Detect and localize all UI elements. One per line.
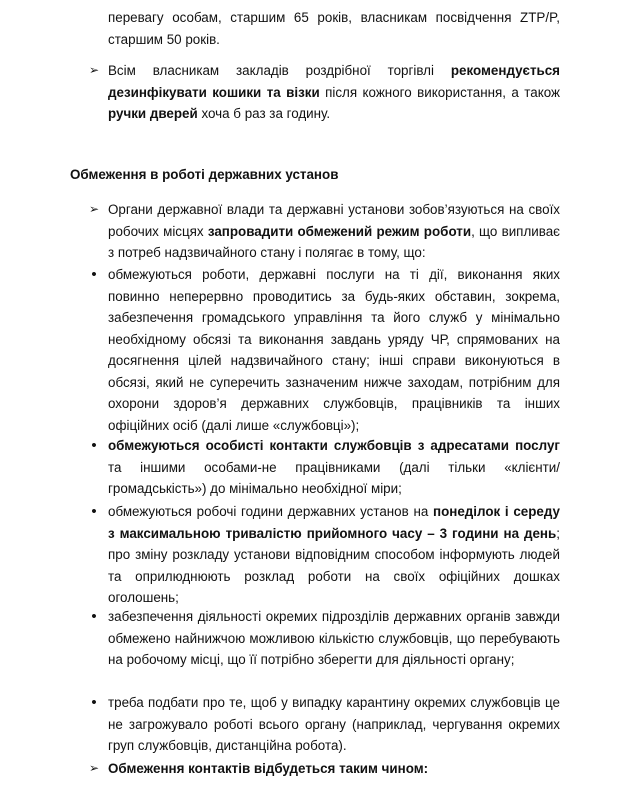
bullet-icon: • xyxy=(91,266,97,283)
bullet-limited-contacts: обмежуються особисті контакти службовців з адресатами послуг та іншими особами-не працівниками (далі тільки «клієнти/громадськість») до мінімально необхідної міри; xyxy=(108,438,560,496)
arrow-bullet-icon: ➢ xyxy=(88,63,100,77)
bullet-minimal-staff: забезпечення діяльності окремих підрозділів державних органів завжди обмежено найнижчою можливою кількістю службовців, що перебувають на робочому місці, що її потрібно зберегти для діяльності органу; xyxy=(108,609,560,667)
bullet-icon: • xyxy=(91,608,97,625)
arrow-bullet-icon: ➢ xyxy=(88,202,100,216)
contacts-limitation-heading: Обмеження контактів відбудеться таким чином: xyxy=(108,761,429,776)
section-heading: Обмеження в роботі державних установ xyxy=(70,167,339,182)
bullet-limited-services: обмежуються роботи, державні послуги на ті дії, виконання яких повинно неперервно проводитись за будь-яких обставин, зокрема, забезпечення громадського управління та його служб у мінімально необхідному обсязі та виконання завдань уряду ЧР, спрямованих на досягнення цілей надзвичайного стану; інші справи виконуються в обсязі, який не суперечить зазначеним нижче заходам, потрібним для охорони здоров’я державних службовців, працівників та інших офіційних осіб (далі лише «службовці»); xyxy=(108,267,560,433)
bullet-icon: • xyxy=(91,503,97,520)
bullet-quarantine-plan: треба подбати про те, щоб у випадку карантину окремих службовців це не загрожувало роботі всього органу (наприклад, чергування окремих груп службовців, дистанційна робота). xyxy=(108,695,560,753)
arrow-bullet-icon: ➢ xyxy=(88,761,100,775)
bullet-icon: • xyxy=(91,694,97,711)
retail-disinfection-paragraph: Всім власникам закладів роздрібної торгівлі рекомендується дезинфікувати кошики та візки після кожного використання, а також ручки дверей хоча б раз за годину. xyxy=(108,63,560,121)
bullet-icon: • xyxy=(91,437,97,454)
gov-institutions-paragraph: Органи державної влади та державні установи зобов’язуються на своїх робочих місцях запровадити обмежений режим роботи, що випливає з потреб надзвичайного стану і полягає в тому, що: xyxy=(108,202,560,260)
bullet-working-hours: обмежуються робочі години державних установ на понеділок і середу з максимальною тривалістю прийомного часу – 3 години на день; про зміну розкладу установи відповідним способом інформують людей та оприлюднюють розклад роботи на своїх офіційних дошках оголошень; xyxy=(108,504,560,605)
intro-tail-paragraph: перевагу особам, старшим 65 років, власникам посвідчення ZTP/P, старшим 50 років. xyxy=(108,10,560,47)
